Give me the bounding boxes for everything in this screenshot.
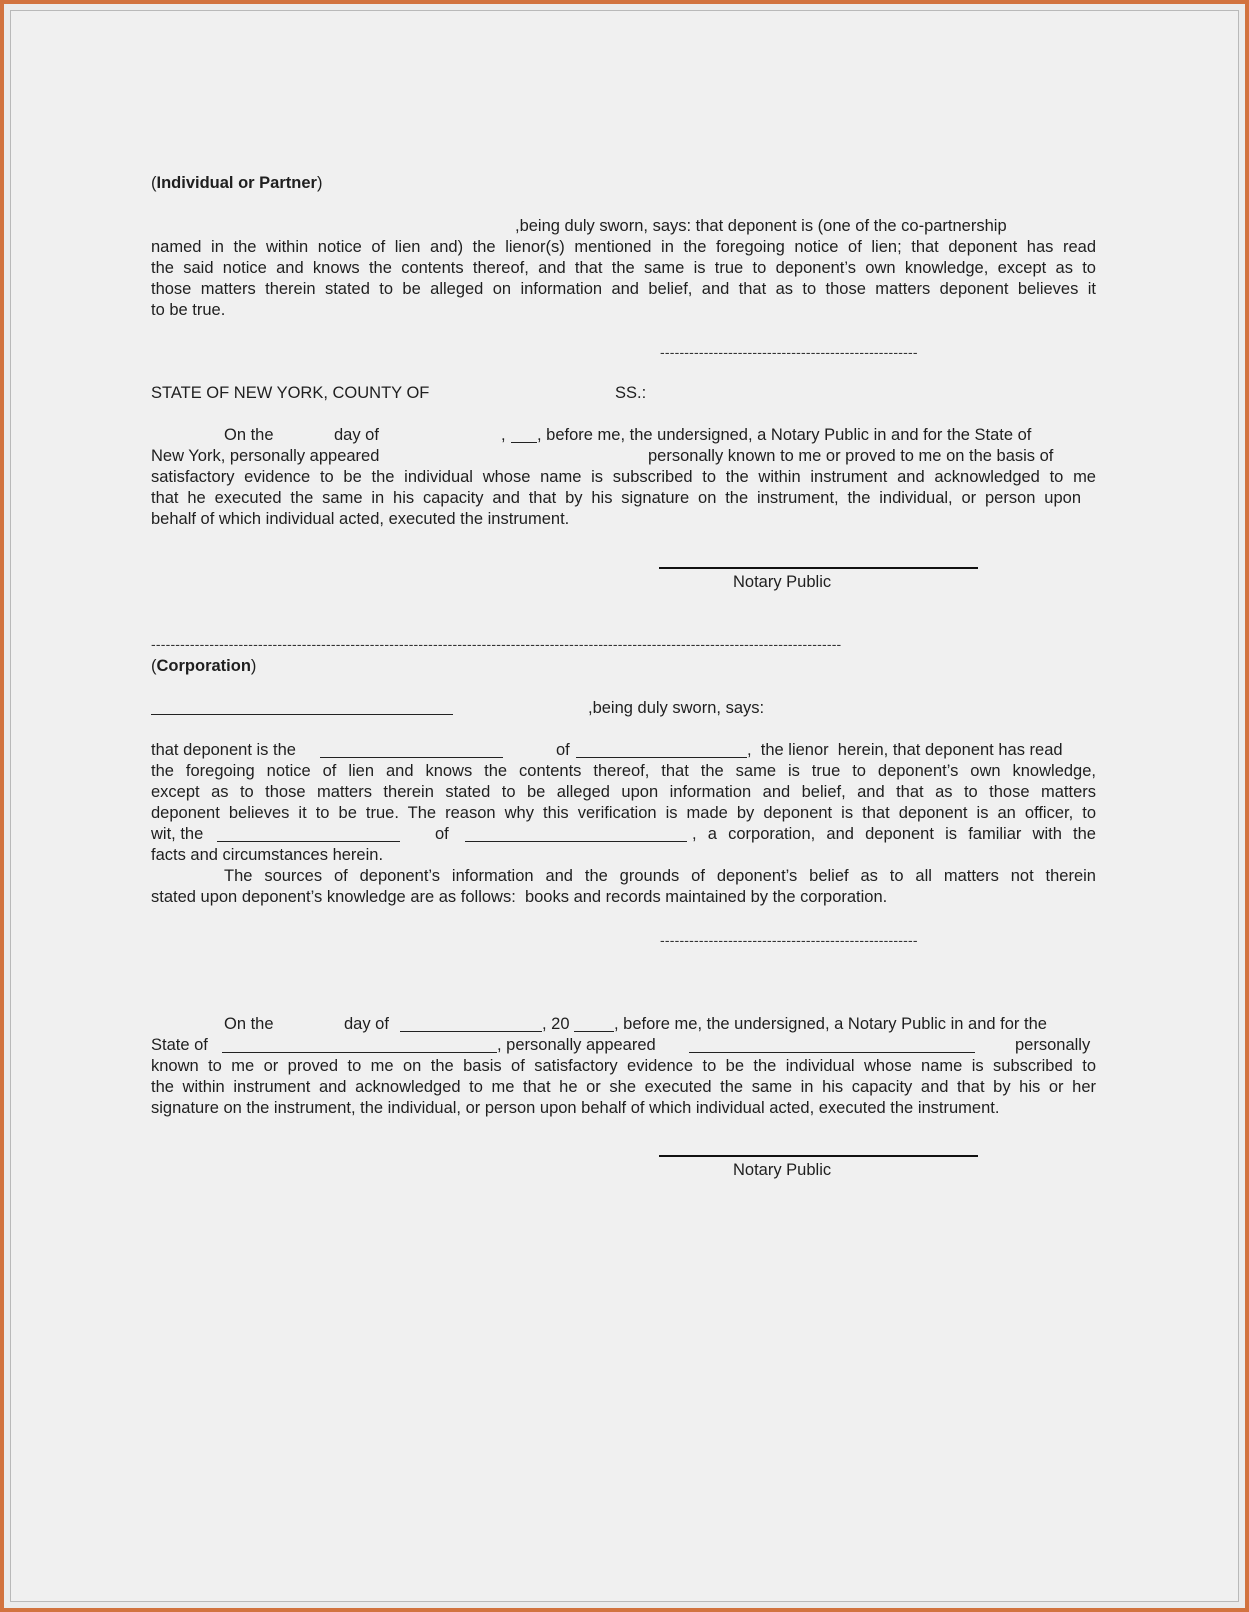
individual-sworn-intro: ,being duly sworn, says: that deponent is (one of the co-partnership [515, 217, 1007, 235]
corp-line-1a: that deponent is the [151, 741, 296, 759]
corp-ack-line-3: known to me or proved to me on the basis of satisfactory evidence to be the individual whose name is subscribed to [151, 1057, 1096, 1075]
ss-label: SS.: [615, 384, 647, 402]
corp-state-blank[interactable] [222, 1038, 497, 1053]
corp-sworn: ,being duly sworn, says: [588, 699, 765, 717]
state-county-label: STATE OF NEW YORK, COUNTY OF [151, 384, 430, 402]
corp-line-1b: , the lienor herein, that deponent has read [747, 741, 1063, 759]
corporation-name-blank[interactable] [465, 827, 687, 842]
corp-ack-day-of: day of [344, 1015, 389, 1033]
ack-on-the: On the [224, 426, 274, 444]
ack-new-york: New York, personally appeared [151, 447, 380, 465]
corp-sources-2: stated upon deponent’s knowledge are as follows: books and records maintained by the corporation. [151, 888, 888, 906]
corp-line-1-of: of [556, 741, 570, 759]
section-separator: ---------------------------------------------------------------------------------------------------------------------------------------------- [151, 636, 842, 652]
corp-wit-tail: , a corporation, and deponent is familiar with the [692, 825, 1096, 843]
individual-para-line-3: those matters therein stated to be alleged on information and belief, and that as to those matters deponent believes it [151, 280, 1096, 298]
corp-sources-1: The sources of deponent’s information and the grounds of deponent’s belief as to all matters not therein [224, 867, 1096, 885]
deponent-name-blank[interactable] [151, 700, 453, 715]
corp-ack-before: , before me, the undersigned, a Notary Public in and for the [614, 1015, 1047, 1033]
corp-notary-signature-line[interactable] [659, 1155, 978, 1157]
notary-public-label: Notary Public [733, 573, 832, 591]
corp-line-4: deponent believes it to be true. The reason why this verification is made by deponent is that deponent is an officer, to [151, 804, 1096, 822]
corp-ack-state-of: State of [151, 1036, 208, 1054]
corp-wit-of: of [435, 825, 449, 843]
company-blank[interactable] [576, 743, 747, 758]
officer-title-blank[interactable] [320, 743, 503, 758]
individual-para-line-4: to be true. [151, 301, 226, 319]
corp-ack-20: , 20 [542, 1015, 570, 1033]
ack-line-4: that he executed the same in his capacity and that by his signature on the instrument, the individual, or person upon [151, 489, 1081, 507]
corp-signature-dashes: ----------------------------------------------------- [660, 932, 918, 948]
ack-before: , before me, the undersigned, a Notary Public in and for the State of [537, 426, 1032, 444]
corp-ack-on-the: On the [224, 1015, 274, 1033]
corp-facts: facts and circumstances herein. [151, 846, 384, 864]
corp-wit-the: wit, the [151, 825, 204, 843]
corp-ack-line-4: the within instrument and acknowledged to me that he or she executed the same in his capacity and that by his or her [151, 1078, 1096, 1096]
corp-line-2: the foregoing notice of lien and knows the contents thereof, that the same is true to deponent’s own knowledge, [151, 762, 1096, 780]
ack-line-3: satisfactory evidence to be the individual whose name is subscribed to the within instrument and acknowledged to me [151, 468, 1096, 486]
ack-personally-known: personally known to me or proved to me on the basis of [648, 447, 1054, 465]
ack-line-5: behalf of which individual acted, executed the instrument. [151, 510, 570, 528]
individual-para-line-1: named in the within notice of lien and) the lienor(s) mentioned in the foregoing notice of lien; that deponent has read [151, 238, 1096, 256]
ack-day-of: day of [334, 426, 379, 444]
corp-year-blank[interactable] [574, 1017, 614, 1032]
year-blank[interactable] [511, 428, 537, 443]
corporation-heading: (Corporation) [151, 657, 257, 675]
corp-ack-line-5: signature on the instrument, the individual, or person upon behalf of which individual acted, executed the instrument. [151, 1099, 1000, 1117]
individual-heading: (Individual or Partner) [151, 174, 323, 192]
corp-month-blank[interactable] [400, 1017, 542, 1032]
ack-comma: , [501, 426, 506, 444]
corp-notary-public-label: Notary Public [733, 1161, 832, 1179]
individual-para-line-2: the said notice and knows the contents thereof, and that the same is true to deponent’s own knowledge, except as to [151, 259, 1096, 277]
wit-title-blank[interactable] [217, 827, 400, 842]
corp-person-blank[interactable] [689, 1038, 975, 1053]
corp-line-3: except as to those matters therein stated to be alleged upon information and belief, and that as to those matters [151, 783, 1096, 801]
corp-ack-personally: personally [1015, 1036, 1091, 1054]
notary-signature-line[interactable] [659, 567, 978, 569]
individual-signature-dashes: ----------------------------------------------------- [660, 344, 918, 360]
corp-ack-appeared: , personally appeared [497, 1036, 656, 1054]
